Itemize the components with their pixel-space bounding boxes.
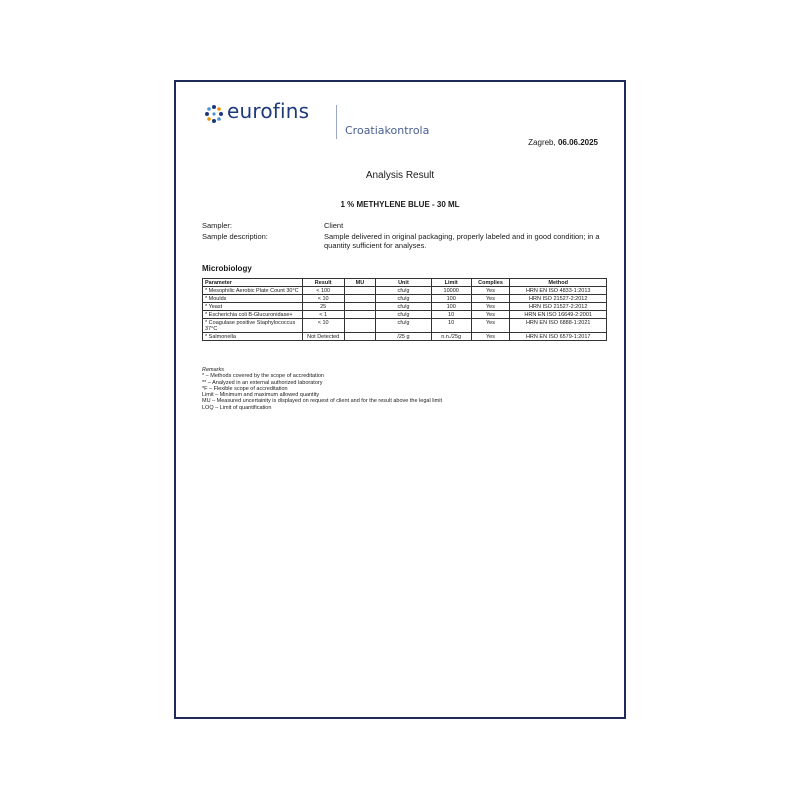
cell-mu bbox=[344, 333, 375, 341]
table-row bbox=[203, 319, 607, 333]
cell-unit: /25 g bbox=[376, 333, 432, 341]
col-header-unit: Unit bbox=[376, 279, 432, 287]
logo-subsidiary: Croatiakontrola bbox=[345, 124, 430, 137]
remarks-line: LOQ – Limit of quantification bbox=[202, 404, 272, 411]
eurofins-dots-icon bbox=[204, 104, 224, 124]
cell-limit: 10000 bbox=[431, 287, 471, 295]
cell-complies: Yes bbox=[471, 319, 510, 333]
sampler-label: Sampler: bbox=[202, 221, 233, 230]
table-header-row bbox=[203, 279, 607, 287]
remarks-line: *F – Flexible scope of accreditation bbox=[202, 385, 288, 392]
issue-date-value: 06.06.2025 bbox=[557, 138, 598, 147]
document-page bbox=[174, 80, 626, 719]
col-header-result: Result bbox=[302, 279, 344, 287]
cell-mu bbox=[344, 295, 375, 303]
cell-unit: cfu/g bbox=[376, 295, 432, 303]
cell-result: < 1 bbox=[302, 311, 344, 319]
col-header-method: Method bbox=[510, 279, 607, 287]
table-row bbox=[203, 287, 607, 295]
cell-result: < 10 bbox=[302, 319, 344, 333]
sample-description-label: Sample description: bbox=[202, 232, 268, 241]
table-row bbox=[203, 311, 607, 319]
cell-unit: cfu/g bbox=[376, 319, 432, 333]
cell-result: < 100 bbox=[302, 287, 344, 295]
cell-method: HRN EN ISO 4833-1:2013 bbox=[510, 287, 607, 295]
cell-method: HRN ISO 21527-2:2012 bbox=[510, 295, 607, 303]
cell-mu bbox=[344, 287, 375, 295]
cell-method: HRN EN ISO 6579-1:2017 bbox=[510, 333, 607, 341]
remarks-title: Remarks bbox=[202, 367, 225, 373]
col-header-complies: Complies bbox=[471, 279, 510, 287]
remarks-line: Limit – Minimum and maximum allowed quantity bbox=[202, 392, 320, 399]
sampler-value: Client bbox=[324, 221, 344, 230]
table-row bbox=[203, 295, 607, 303]
cell-mu bbox=[344, 319, 375, 333]
sample-description-value: Sample delivered in original packaging, properly labeled and in good condition; in a quantity sufficient for analyses. bbox=[324, 232, 600, 250]
results-table bbox=[202, 278, 607, 341]
product-name: 1 % METHYLENE BLUE - 30 ML bbox=[340, 200, 460, 209]
cell-complies: Yes bbox=[471, 295, 510, 303]
cell-result: 25 bbox=[302, 303, 344, 311]
cell-complies: Yes bbox=[471, 287, 510, 295]
cell-mu bbox=[344, 311, 375, 319]
logo-divider bbox=[336, 105, 337, 139]
cell-parameter: * Coagulase positive Staphylococcus 37°C bbox=[203, 319, 303, 333]
remarks-line: ** – Analyzed in an external authorized laboratory bbox=[202, 379, 323, 386]
cell-parameter: * Mesophilic Aerobic Plate Count 30°C bbox=[203, 287, 303, 295]
cell-unit: cfu/g bbox=[376, 287, 432, 295]
document-title: Analysis Result bbox=[365, 170, 435, 181]
cell-parameter: * Yeast bbox=[203, 303, 303, 311]
cell-complies: Yes bbox=[471, 333, 510, 341]
col-header-limit: Limit bbox=[431, 279, 471, 287]
cell-complies: Yes bbox=[471, 303, 510, 311]
cell-method: HRN EN ISO 16649-2:2001 bbox=[510, 311, 607, 319]
cell-unit: cfu/g bbox=[376, 303, 432, 311]
cell-parameter: * Moulds bbox=[203, 295, 303, 303]
issue-city: Zagreb, bbox=[528, 138, 558, 147]
col-header-mu: MU bbox=[344, 279, 375, 287]
cell-result: < 10 bbox=[302, 295, 344, 303]
section-title: Microbiology bbox=[202, 264, 252, 273]
col-header-parameter: Parameter bbox=[203, 279, 303, 287]
remarks-block bbox=[202, 367, 442, 411]
cell-unit: cfu/g bbox=[376, 311, 432, 319]
cell-mu bbox=[344, 303, 375, 311]
cell-limit: n.n./25g bbox=[431, 333, 471, 341]
logo-brand: eurofins bbox=[227, 99, 310, 123]
cell-complies: Yes bbox=[471, 311, 510, 319]
cell-result: Not Detected bbox=[302, 333, 344, 341]
issue-date bbox=[528, 138, 598, 147]
cell-method: HRN EN ISO 6888-1:2021 bbox=[510, 319, 607, 333]
cell-limit: 100 bbox=[431, 303, 471, 311]
cell-limit: 10 bbox=[431, 319, 471, 333]
cell-limit: 10 bbox=[431, 311, 471, 319]
cell-parameter: * Salmonella bbox=[203, 333, 303, 341]
cell-limit: 100 bbox=[431, 295, 471, 303]
table-row bbox=[203, 303, 607, 311]
cell-method: HRN ISO 21527-2:2012 bbox=[510, 303, 607, 311]
remarks-line: * – Methods covered by the scope of accreditation bbox=[202, 373, 324, 380]
remarks-line: MU – Measured uncertainity is displayed on request of client and for the result above the legal limit bbox=[202, 398, 442, 405]
table-row bbox=[203, 333, 607, 341]
cell-parameter: * Escherichia coli B-Glucuronidase+ bbox=[203, 311, 303, 319]
